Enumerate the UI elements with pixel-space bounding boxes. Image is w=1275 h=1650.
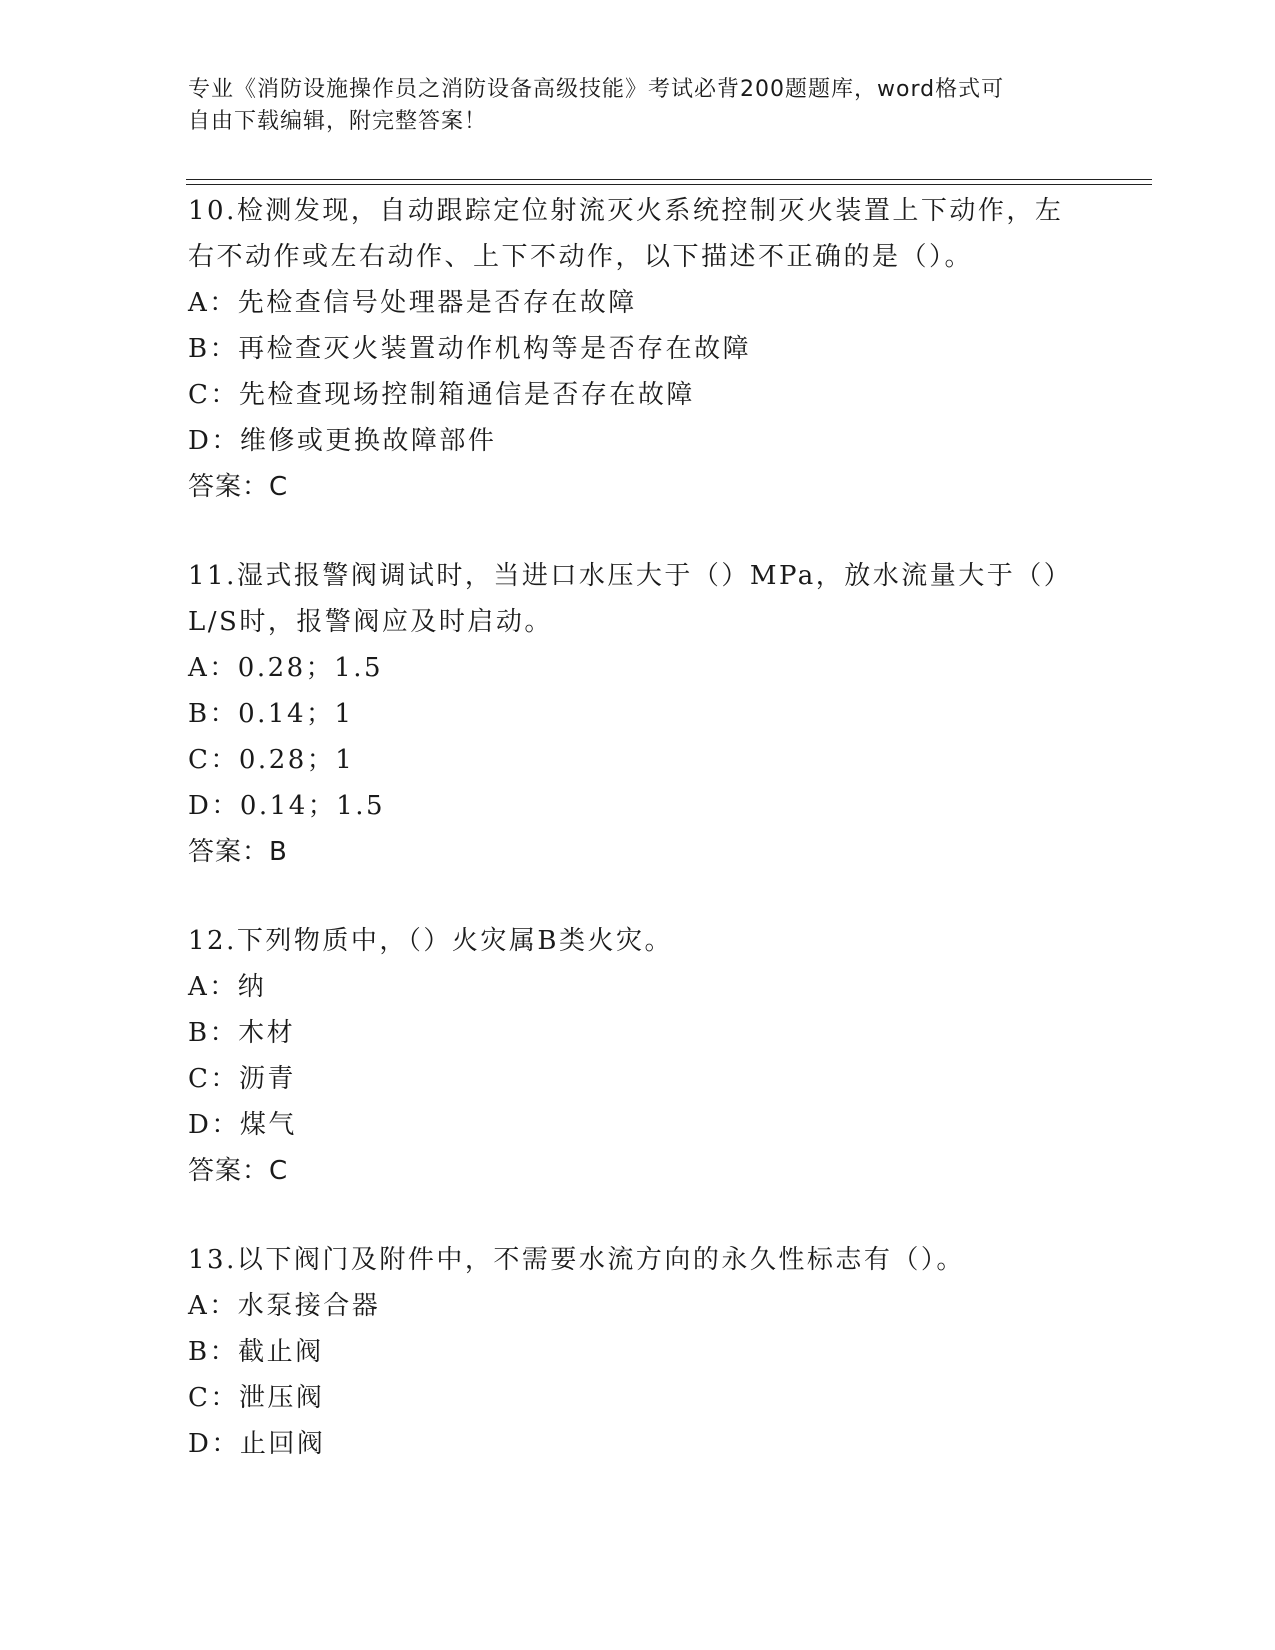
document-header: [188, 74, 1068, 138]
question-stem-line: 右不动作或左右动作、上下不动作，以下描述不正确的是（）。: [188, 242, 974, 272]
header-rule-bottom: [186, 184, 1152, 185]
option-c: C：0.28；1: [188, 745, 355, 775]
option-c: C：沥青: [188, 1064, 296, 1094]
question-stem-line: 12.下列物质中，（）火灾属B类火灾。: [188, 926, 673, 956]
header-line-2: 自由下载编辑，附完整答案！: [188, 109, 488, 134]
question-stem-line: 10.检测发现，自动跟踪定位射流灭火系统控制灭火装置上下动作，左: [188, 196, 1064, 226]
option-b: B：0.14；1: [188, 699, 354, 729]
question-stem-line: 11.湿式报警阀调试时，当进口水压大于（）MPa，放水流量大于（）: [188, 561, 1073, 591]
option-b: B：截止阀: [188, 1337, 324, 1367]
option-a: A：纳: [188, 972, 267, 1002]
question-13: [188, 1237, 1088, 1467]
option-d: D：维修或更换故障部件: [188, 426, 497, 456]
question-12: [188, 918, 1088, 1194]
question-11: [188, 553, 1088, 875]
option-d: D：止回阀: [188, 1429, 326, 1459]
question-stem-line: 13.以下阀门及附件中，不需要水流方向的永久性标志有（）。: [188, 1245, 965, 1275]
question-stem-line: L/S时，报警阀应及时启动。: [188, 607, 553, 637]
option-a: A：水泵接合器: [188, 1291, 381, 1321]
answer: 答案：C: [188, 472, 289, 502]
option-d: D：煤气: [188, 1110, 297, 1140]
option-a: A：0.28；1.5: [188, 653, 384, 683]
option-c: C：先检查现场控制箱通信是否存在故障: [188, 380, 695, 410]
option-a: A：先检查信号处理器是否存在故障: [188, 288, 637, 318]
answer: 答案：C: [188, 1156, 289, 1186]
question-10: [188, 188, 1088, 510]
option-b: B：木材: [188, 1018, 296, 1048]
header-line-1: 专业《消防设施操作员之消防设备高级技能》考试必背200题题库，word格式可: [188, 77, 1005, 102]
option-d: D：0.14；1.5: [188, 791, 386, 821]
header-rule-top: [186, 179, 1152, 180]
option-b: B：再检查灭火装置动作机构等是否存在故障: [188, 334, 752, 364]
answer: 答案：B: [188, 837, 288, 867]
option-c: C：泄压阀: [188, 1383, 325, 1413]
